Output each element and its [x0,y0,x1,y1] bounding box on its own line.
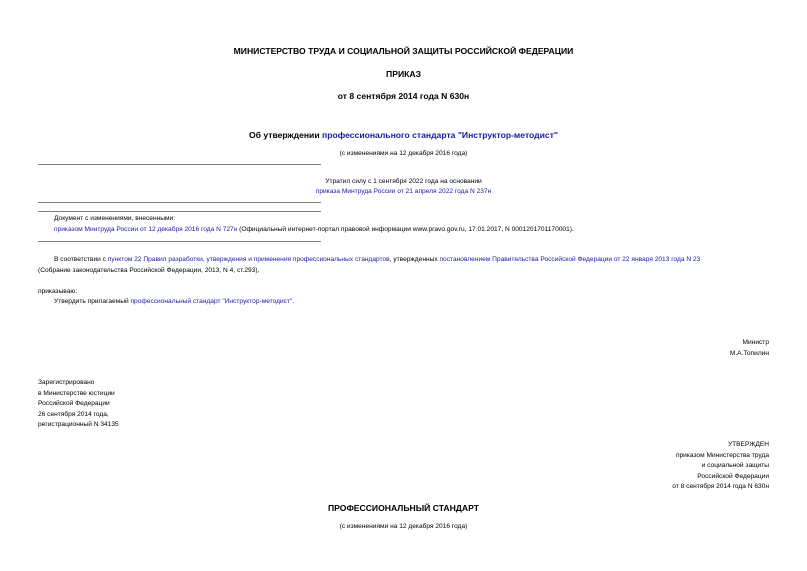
registration-line: 26 сентября 2014 года, [38,411,109,418]
divider [38,164,321,165]
registration-line: регистрационный N 34135 [38,421,119,428]
approve-text: . [292,298,295,305]
divider [38,202,321,203]
preamble-line-1 [54,256,700,263]
expired-notice: Утратил силу с 1 сентября 2022 года на основании [325,178,482,185]
title-changes-note: (с изменениями на 12 декабря 2016 года) [339,150,468,157]
approved-line: Российской Федерации [697,473,769,480]
approve-text: Утвердить прилагаемый [54,298,131,305]
amendments-label: Документ с изменениями, внесенными: [54,215,176,222]
signatory-name: М.А.Топилин [729,350,769,357]
registration-line: в Министерстве юстиции [38,390,115,397]
standard-title: ПРОФЕССИОНАЛЬНЫЙ СТАНДАРТ [327,503,480,513]
standard-changes-note: (с изменениями на 12 декабря 2016 года) [339,523,468,530]
registration-line: Зарегистрировано [38,379,95,386]
amendment-order-link[interactable]: приказом Минтруда России от 12 декабря 2016 года N 727н [54,226,238,233]
approve-line [54,298,294,305]
signatory-role: Министр [742,339,769,346]
order-title: ПРИКАЗ [386,69,421,79]
approved-line: приказом Министерства труда [675,452,769,459]
order-date: от 8 сентября 2014 года N 630н [337,91,470,101]
standard-attachment-link[interactable]: профессиональный стандарт "Инструктор-методист" [130,298,293,305]
divider [38,241,321,242]
document-title [0,130,807,140]
rules-link[interactable]: пунктом 22 Правил разработки, утверждения и применения профессиональных стандартов [107,256,390,263]
preamble-line-2: (Собрание законодательства Российской Федерации, 2013, N 4, ст.293), [38,267,260,274]
divider [38,211,321,212]
preamble-text: В соответствии с [54,256,108,263]
expired-order-link[interactable]: приказа Минтруда России от 21 апреля 2022 года N 237н [315,188,492,195]
amendments-line [54,226,574,233]
approved-line: УТВЕРЖДЕН [727,441,769,448]
order-verb: приказываю: [38,288,78,295]
standard-link[interactable]: профессионального стандарта "Инструктор-методист" [322,130,558,140]
preamble-text: , утвержденных [389,256,440,263]
government-decree-link[interactable]: постановлением Правительства Российской Федерации от 22 января 2013 года N 23 [439,256,701,263]
ministry-title: МИНИСТЕРСТВО ТРУДА И СОЦИАЛЬНОЙ ЗАЩИТЫ РОССИЙСКОЙ ФЕДЕРАЦИИ [233,46,574,56]
document-title-prefix: Об утверждении [248,130,323,140]
registration-line: Российской Федерации [38,400,110,407]
approved-line: и социальной защиты [701,462,769,469]
amendment-source: (Официальный интернет-портал правовой информации www.pravo.gov.ru, 17.01.2017, N 0001201701170001). [237,226,574,233]
approved-line: от 8 сентября 2014 года N 630н [672,483,769,490]
